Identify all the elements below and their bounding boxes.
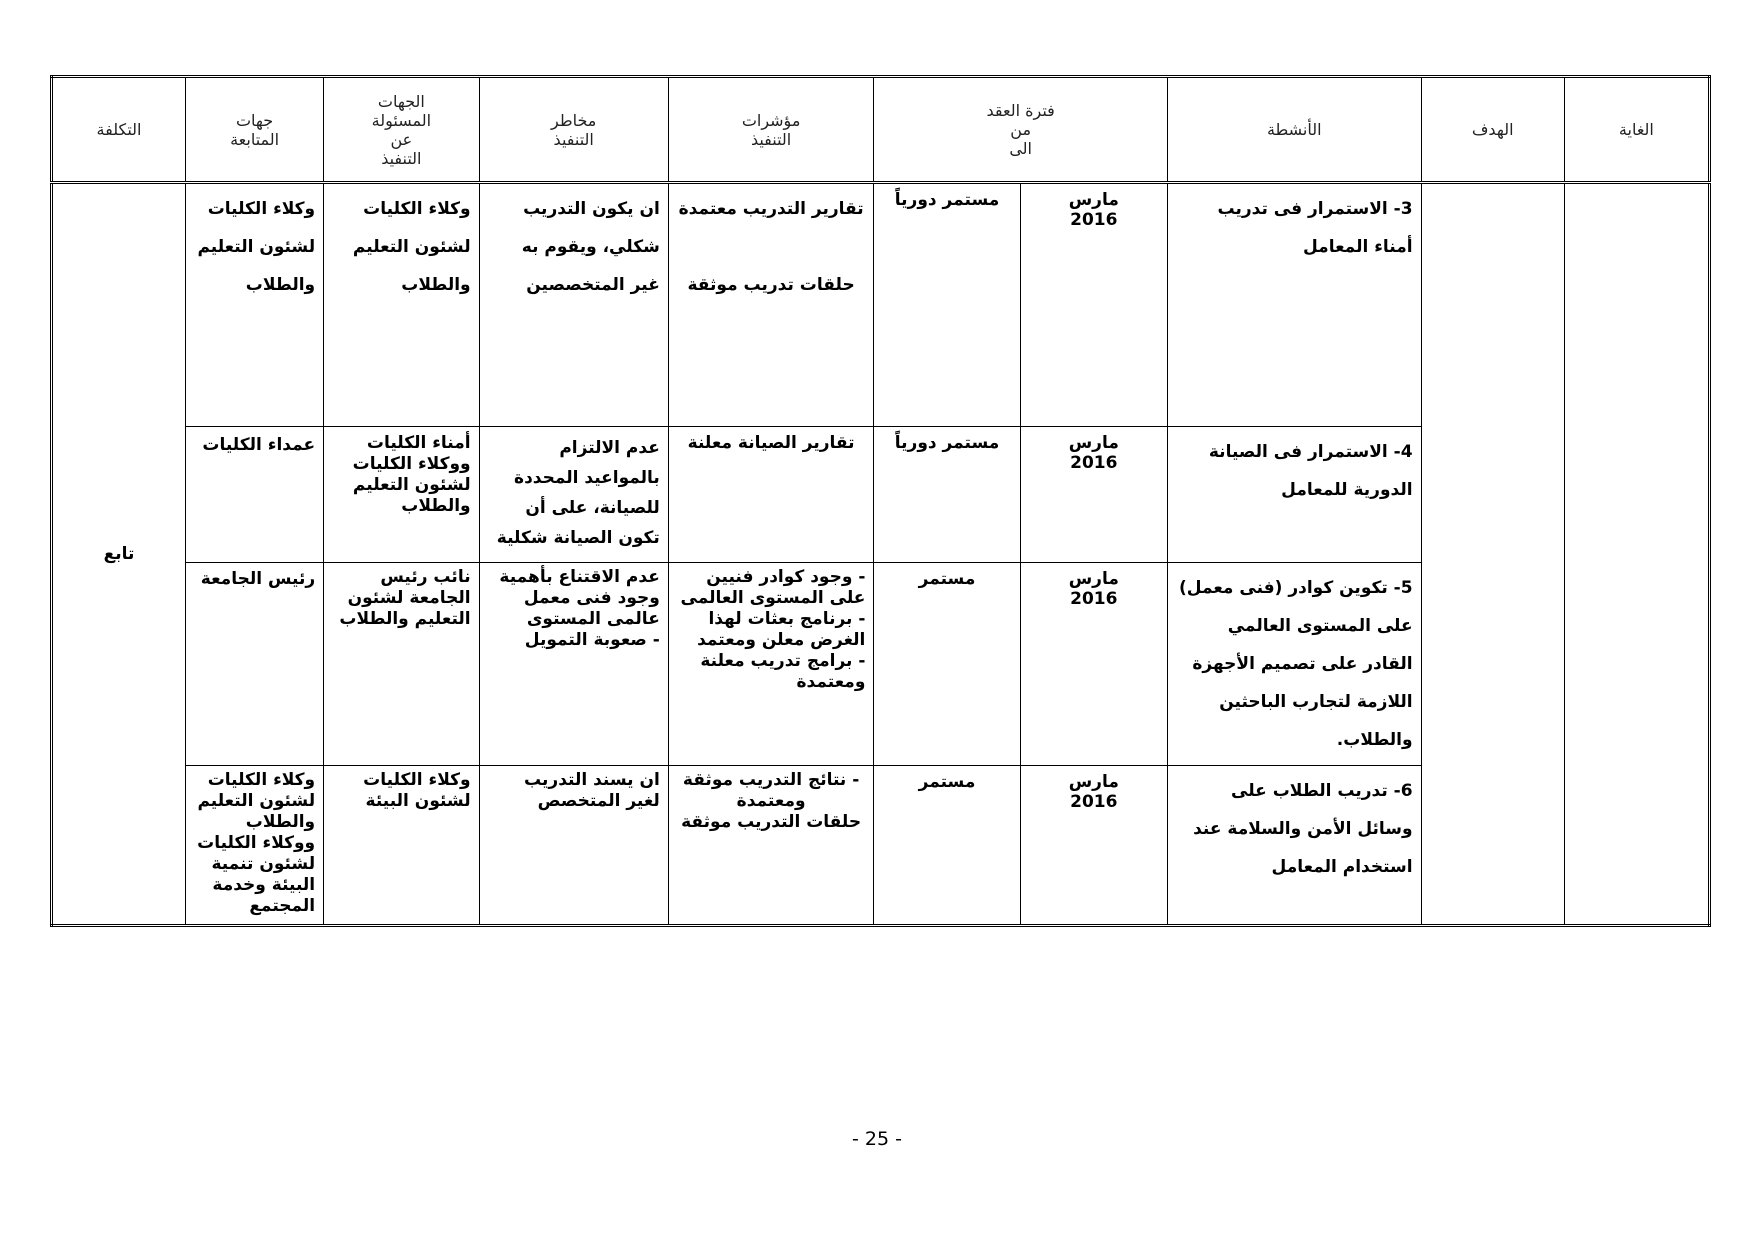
header-cost: التكلفة: [52, 77, 186, 183]
responsible-cell: وكلاء الكليات لشئون التعليم والطلاب: [324, 183, 479, 427]
indicator-line: - برنامج بعثات لهذا الغرض معلن ومعتمد: [697, 609, 866, 650]
indicator-line: حلقات التدريب موثقة: [681, 812, 862, 832]
plan-table: [50, 75, 1711, 927]
header-followup: جهات المتابعة: [186, 77, 324, 183]
risk-line: - صعوبة التمويل: [524, 630, 660, 650]
header-goal: الغاية: [1564, 77, 1709, 183]
responsible-cell: نائب رئيس الجامعة لشئون التعليم والطلاب: [324, 563, 479, 766]
responsible-cell: وكلاء الكليات لشئون البيئة: [324, 766, 479, 926]
risk-line: عدم الاقتناع بأهمية وجود فنى معمل عالمى المستوى: [499, 567, 660, 629]
from-year: 2016: [1070, 453, 1118, 473]
header-period: فترة العقد من الى: [874, 77, 1168, 183]
goal-cell: [1564, 183, 1709, 926]
from-month: مارس: [1068, 190, 1119, 210]
indicators-cell: تقارير الصيانة معلنة: [668, 427, 874, 563]
header-indicators: مؤشرات التنفيذ: [668, 77, 874, 183]
header-risks: مخاطر التنفيذ: [479, 77, 668, 183]
table-row: [52, 183, 1710, 427]
activity-cell: 4- الاستمرار فى الصيانة الدورية للمعامل: [1167, 427, 1421, 563]
activity-cell: 5- تكوين كوادر (فنى معمل) على المستوى العالمي القادر على تصميم الأجهزة اللازمة لتجارب الباحثين والطلاب.: [1167, 563, 1421, 766]
followup-cell: وكلاء الكليات لشئون التعليم والطلاب ووكلاء الكليات لشئون تنمية البيئة وخدمة المجتمع: [186, 766, 324, 926]
header-responsible: الجهات المسئولة عن التنفيذ: [324, 77, 479, 183]
date-from-cell: [1020, 427, 1167, 563]
from-year: 2016: [1070, 792, 1118, 812]
from-year: 2016: [1070, 589, 1118, 609]
risks-cell: ان يسند التدريب لغير المتخصص: [479, 766, 668, 926]
header-objective: الهدف: [1421, 77, 1564, 183]
date-to-cell: مستمر دورياً: [874, 427, 1020, 563]
from-month: مارس: [1068, 433, 1119, 453]
date-to-cell: مستمر دورياً: [874, 183, 1020, 427]
indicator-line: - نتائج التدريب موثقة ومعتمدة: [682, 770, 860, 811]
from-month: مارس: [1068, 569, 1119, 589]
activity-cell: 3- الاستمرار فى تدريب أمناء المعامل: [1167, 183, 1421, 427]
risks-cell: [479, 563, 668, 766]
date-from-cell: [1020, 183, 1167, 427]
objective-cell: [1421, 183, 1564, 926]
from-year: 2016: [1070, 210, 1118, 230]
indicator-line: - وجود كوادر فنيين على المستوى العالمى: [680, 567, 866, 608]
header-activities: الأنشطة: [1167, 77, 1421, 183]
from-month: مارس: [1068, 772, 1119, 792]
responsible-cell: أمناء الكليات ووكلاء الكليات لشئون التعليم والطلاب: [324, 427, 479, 563]
date-to-cell: مستمر: [874, 766, 1020, 926]
risks-cell: ان يكون التدريب شكلي، ويقوم به غير المتخصصين: [479, 183, 668, 427]
header-row: [52, 77, 1710, 183]
activity-cell: 6- تدريب الطلاب على وسائل الأمن والسلامة عند استخدام المعامل: [1167, 766, 1421, 926]
followup-cell: وكلاء الكليات لشئون التعليم والطلاب: [186, 183, 324, 427]
indicator-line: - برامج تدريب معلنة ومعتمدة: [700, 651, 866, 692]
indicator-line: تقارير التدريب معتمدة: [678, 199, 864, 219]
date-to-cell: مستمر: [874, 563, 1020, 766]
followup-cell: رئيس الجامعة: [186, 563, 324, 766]
date-from-cell: [1020, 563, 1167, 766]
followup-cell: عمداء الكليات: [186, 427, 324, 563]
page-number: - 25 -: [852, 1128, 902, 1150]
indicator-line: حلقات تدريب موثقة: [687, 275, 855, 295]
date-from-cell: [1020, 766, 1167, 926]
indicators-cell: [668, 183, 874, 427]
cost-cell: تابع: [52, 183, 186, 926]
risks-cell: عدم الالتزام بالمواعيد المحددة للصيانة، على أن تكون الصيانة شكلية: [479, 427, 668, 563]
indicators-cell: [668, 563, 874, 766]
indicators-cell: [668, 766, 874, 926]
